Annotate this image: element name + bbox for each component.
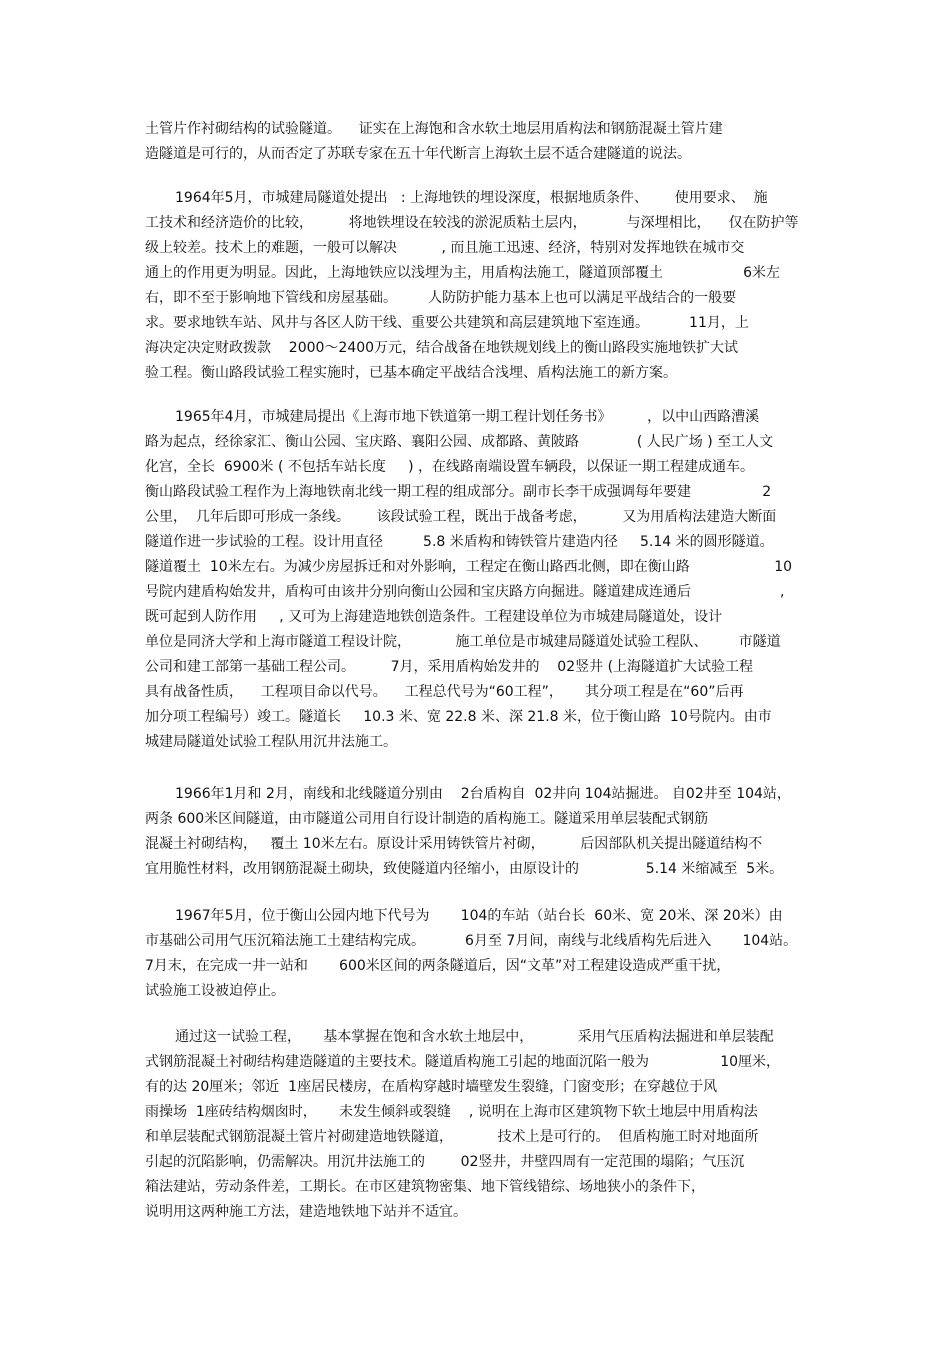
text-line: 通过这一试验工程， 基本掌握在饱和含水软土地层中， 采用气压盾构法掘进和单层装配: [175, 1029, 774, 1045]
text-line: 和单层装配式钢筋混凝土管片衬砌建造地铁隧道， 技术上是可行的。 但盾构施工时对地面所: [145, 1129, 759, 1145]
text-line: 土管片作衬砌结构的试验隧道。 证实在上海饱和含水软土地层用盾构法和钢筋混凝土管片建: [145, 121, 723, 137]
text-line: 雨操场 1座砖结构烟囱时， 未发生倾斜或裂缝 , 说明在上海市区建筑物下软土地层中用盾构法: [145, 1104, 758, 1120]
text-line: 既可起到人防作用 , 又可为上海建造地铁创造条件。工程建设单位为市城建局隧道处，设计: [145, 609, 723, 625]
text-line: 有的达 20厘米；邻近 1座居民楼房，在盾构穿越时墙壁发生裂缝，门窗变形；在穿越位于风: [145, 1079, 718, 1095]
text-line: 1965年4月，市城建局提出《上海市地下铁道第一期工程计划任务书》 ，以中山西路漕溪: [175, 409, 760, 425]
text-line: 右，即不至于影响地下管线和房屋基础。 人防防护能力基本上也可以满足平战结合的一般要: [145, 290, 737, 306]
text-line: 式钢筋混凝土衬砌结构建造隧道的主要技术。隧道盾构施工引起的地面沉陷一般为 10厘米，: [145, 1054, 781, 1070]
text-line: 7月末，在完成一井一站和 600米区间的两条隧道后，因“文革”对工程建设造成严重干扰，: [145, 958, 731, 974]
text-line: 1964年5月，市城建局隧道处提出 : 上海地铁的埋设深度，根据地质条件、 使用要求、 施: [175, 190, 768, 206]
text-line: 验工程。衡山路段试验工程实施时，已基本确定平战结合浅埋、盾构法施工的新方案。: [145, 365, 677, 381]
text-line: 号院内建盾构始发井，盾构可由该井分别向衡山公园和宝庆路方向掘进。隧道建成连通后 ,: [145, 584, 785, 600]
text-line: 宜用脆性材料，改用钢筋混凝土砌块，致使隧道内径缩小，由原设计的 5.14 米缩减至 5米。: [145, 861, 784, 877]
text-line: 具有战备性质， 工程项目命以代号。 工程总代号为“60工程”， 其分项工程是在“60”后再: [145, 684, 744, 700]
text-line: 工技术和经济造价的比较， 将地铁埋设在较浅的淤泥质粘土层内， 与深埋相比， 仅在防护等: [145, 215, 799, 231]
text-line: 两条 600米区间隧道，由市隧道公司用自行设计制造的盾构施工。隧道采用单层装配式钢筋: [145, 811, 709, 827]
text-line: 加分项工程编号）竣工。隧道长 10.3 米、宽 22.8 米、深 21.8 米，位于衡山路 10号院内。由市: [145, 709, 772, 725]
text-line: 试验施工设被迫停止。: [145, 983, 285, 999]
text-line: 市基础公司用气压沉箱法施工土建结构完成。 6月至 7月间，南线与北线盾构先后进入 104站。: [145, 933, 798, 949]
text-line: 海决定决定财政拨款 2000～2400万元，结合战备在地铁规划线上的衡山路段实施地铁扩大试: [145, 340, 739, 356]
text-line: 化宫，全长 6900米 ( 不包括车站长度 ) ，在线路南端设置车辆段，以保证一期工程建成通车。: [145, 459, 755, 475]
text-line: 说明用这两种施工方法，建造地铁地下站并不适宜。: [145, 1204, 467, 1220]
text-line: 造隧道是可行的，从而否定了苏联专家在五十年代断言上海软土层不适合建隧道的说法。: [145, 146, 691, 162]
text-line: 通上的作用更为明显。因此，上海地铁应以浅埋为主，用盾构法施工，隧道顶部覆土 6米左: [145, 265, 781, 281]
text-line: 单位是同济大学和上海市隧道工程设计院， 施工单位是市城建局隧道处试验工程队、 市隧道: [145, 634, 781, 650]
text-line: 级上较差。技术上的难题，一般可以解决 , 而且施工迅速、经济，特别对发挥地铁在城市交: [145, 240, 745, 256]
text-line: 引起的沉陷影响，仍需解决。用沉井法施工的 02竖井，井壁四周有一定范围的塌陷；气压沉: [145, 1154, 745, 1170]
text-line: 衡山路段试验工程作为上海地铁南北线一期工程的组成部分。副市长李干成强调每年要建 2: [145, 484, 772, 500]
text-line: 隧道覆土 10米左右。为减少房屋拆迁和对外影响，工程定在衡山路西北侧，即在衡山路 10: [145, 559, 793, 575]
text-line: 路为起点，经徐家汇、衡山公园、宝庆路、襄阳公园、成都路、黄陂路 ( 人民广场 ) 至工人文: [145, 434, 774, 450]
text-line: 1966年1月和 2月，南线和北线隧道分别由 2台盾构自 02井向 104站掘进。 自02井至 104站，: [175, 786, 791, 802]
text-line: 公里， 几年后即可形成一条线。 该段试验工程，既出于战备考虑， 又为用盾构法建造大断面: [145, 509, 777, 525]
text-line: 箱法建站，劳动条件差，工期长。在市区建筑物密集、地下管线错综、场地狭小的条件下，: [145, 1179, 705, 1195]
text-line: 公司和建工部第一基础工程公司。 7月，采用盾构始发井的 02竖井 (上海隧道扩大试验工程: [145, 659, 754, 675]
text-line: 混凝土衬砌结构， 覆土 10米左右。原设计采用铸铁管片衬砌， 后因部队机关提出隧道结构不: [145, 836, 763, 852]
text-line: 1967年5月，位于衡山公园内地下代号为 104的车站（站台长 60米、宽 20米、深 20米）由: [175, 908, 783, 924]
text-line: 隧道作进一步试验的工程。设计用直径 5.8 米盾构和铸铁管片建造内径 5.14 米的圆形隧道。: [145, 534, 774, 550]
text-line: 求。要求地铁车站、风井与各区人防干线、重要公共建筑和高层建筑地下室连通。 11月，上: [145, 315, 749, 331]
text-line: 城建局隧道处试验工程队用沉井法施工。: [145, 734, 397, 750]
